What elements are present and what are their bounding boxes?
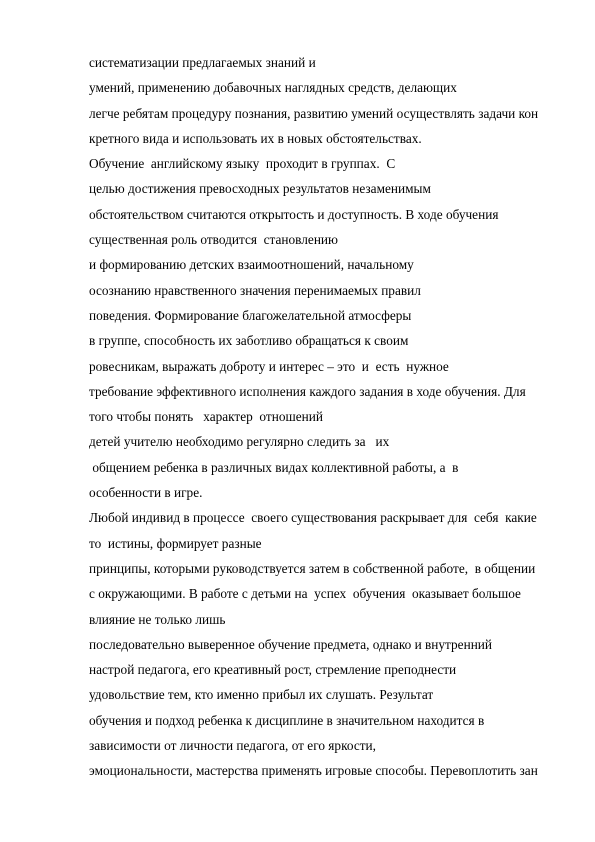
text-line: целью достижения превосходных результатов незаменимым (89, 181, 431, 197)
text-line: последовательно выверенное обучение предмета, однако и внутренний (89, 636, 493, 652)
text-line: детей учителю необходимо регулярно следить за их (89, 434, 390, 450)
text-line: обстоятельством считаются открытость и доступность. В ходе обучения (89, 206, 499, 222)
text-line: того чтобы понять характер отношений (89, 409, 323, 425)
text-line: с окружающими. В работе с детьми на успех обучения оказывает большое (89, 586, 521, 602)
text-line: то истины, формирует разные (89, 535, 262, 551)
text-line: легче ребятам процедуру познания, развитию умений осуществлять задачи кон (89, 105, 539, 121)
text-line: влияние не только лишь (89, 611, 226, 627)
text-line: особенности в игре. (89, 485, 203, 501)
text-line: принципы, которыми руководствуется затем в собственной работе, в общении (89, 560, 536, 576)
text-line: зависимости от личности педагога, от его яркости, (89, 738, 376, 754)
text-line: удовольствие тем, кто именно прибыл их слушать. Результат (89, 687, 434, 703)
body-text (89, 55, 559, 789)
text-line: ровесникам, выражать доброту и интерес – это и есть нужное (89, 358, 449, 374)
text-line: существенная роль отводится становлению (89, 232, 338, 248)
text-line: и формированию детских взаимоотношений, начальному (89, 257, 414, 273)
text-line: в группе, способность их заботливо обращаться к своим (89, 333, 409, 349)
text-line: Любой индивид в процессе своего существования раскрывает для себя какие (89, 510, 537, 526)
text-line: настрой педагога, его креативный рост, стремление преподнести (89, 662, 457, 678)
text-line: эмоциональности, мастерства применять игровые способы. Перевоплотить зан (89, 763, 538, 779)
text-line: Обучение английскому языку проходит в группах. С (89, 156, 396, 172)
text-line: кретного вида и использовать их в новых обстоятельствах. (89, 130, 422, 146)
text-line: общением ребенка в различных видах коллективной работы, а в (89, 459, 459, 475)
text-line: осознанию нравственного значения перенимаемых правил (89, 282, 421, 298)
text-line: требование эффективного исполнения каждого задания в ходе обучения. Для (89, 383, 526, 399)
text-line: обучения и подход ребенка к дисциплине в значительном находится в (89, 712, 485, 728)
text-line: умений, применению добавочных наглядных средств, делающих (89, 80, 457, 96)
text-line: систематизации предлагаемых знаний и (89, 55, 316, 70)
text-line: поведения. Формирование благожелательной атмосферы (89, 307, 412, 323)
